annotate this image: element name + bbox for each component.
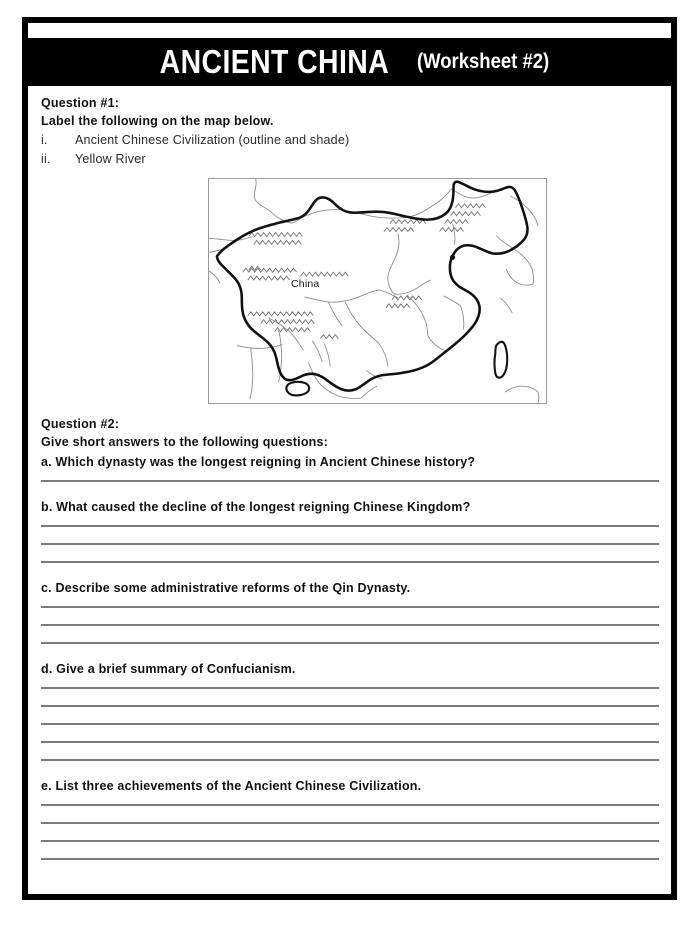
- question-2c-text: c. Describe some administrative reforms of the Qin Dynasty.: [41, 581, 411, 595]
- answer-line[interactable]: [41, 858, 659, 860]
- question-2e: [41, 777, 659, 860]
- question-1-instruction: Label the following on the map below.: [41, 114, 274, 128]
- answer-line[interactable]: [41, 624, 659, 626]
- worksheet-content: [41, 95, 659, 876]
- answer-line[interactable]: [41, 480, 659, 482]
- answer-line[interactable]: [41, 723, 659, 725]
- question-2d: [41, 660, 659, 761]
- list-item: [41, 150, 659, 169]
- question-1-item-list: [41, 131, 659, 169]
- question-1-heading: Question #1:: [41, 96, 120, 110]
- worksheet-title: ANCIENT CHINA: [159, 43, 389, 80]
- list-item: [41, 131, 659, 150]
- answer-line[interactable]: [41, 642, 659, 644]
- question-2c-answer-lines[interactable]: [41, 606, 659, 644]
- answer-line[interactable]: [41, 741, 659, 743]
- answer-line[interactable]: [41, 561, 659, 563]
- answer-line[interactable]: [41, 759, 659, 761]
- question-2d-answer-lines[interactable]: [41, 687, 659, 761]
- question-2a-text: a. Which dynasty was the longest reigning in Ancient Chinese history?: [41, 455, 476, 469]
- question-2-heading: Question #2:: [41, 417, 120, 431]
- question-2-block: [41, 416, 659, 860]
- question-2b: [41, 498, 659, 563]
- worksheet-page-frame: [22, 17, 677, 900]
- question-1-block: [41, 95, 659, 404]
- list-item-label: Ancient Chinese Civilization (outline and shade): [75, 133, 350, 147]
- answer-line[interactable]: [41, 543, 659, 545]
- worksheet-subtitle: (Worksheet #2): [417, 50, 550, 73]
- answer-line[interactable]: [41, 606, 659, 608]
- list-item-marker: i.: [41, 133, 48, 147]
- answer-line[interactable]: [41, 687, 659, 689]
- question-2b-answer-lines[interactable]: [41, 525, 659, 563]
- title-banner: [28, 38, 671, 86]
- question-2d-text: d. Give a brief summary of Confucianism.: [41, 662, 296, 676]
- question-2b-text: b. What caused the decline of the longest reigning Chinese Kingdom?: [41, 500, 471, 514]
- china-map-svg: [209, 179, 546, 403]
- list-item-label: Yellow River: [75, 152, 146, 166]
- answer-line[interactable]: [41, 804, 659, 806]
- answer-line[interactable]: [41, 840, 659, 842]
- question-2e-answer-lines[interactable]: [41, 804, 659, 860]
- answer-line[interactable]: [41, 525, 659, 527]
- map-country-label: China: [291, 278, 320, 290]
- question-2-instruction: Give short answers to the following questions:: [41, 435, 329, 449]
- hainan-outline: [286, 382, 309, 396]
- question-2a: [41, 453, 659, 482]
- answer-line[interactable]: [41, 822, 659, 824]
- question-2e-text: e. List three achievements of the Ancient Chinese Civilization.: [41, 779, 422, 793]
- question-2c: [41, 579, 659, 644]
- china-map-figure: [208, 178, 547, 404]
- answer-line[interactable]: [41, 705, 659, 707]
- taiwan-outline: [495, 342, 508, 378]
- china-outline: [217, 182, 528, 391]
- beijing-dot: [450, 255, 455, 260]
- list-item-marker: ii.: [41, 152, 51, 166]
- question-2a-answer-lines[interactable]: [41, 480, 659, 482]
